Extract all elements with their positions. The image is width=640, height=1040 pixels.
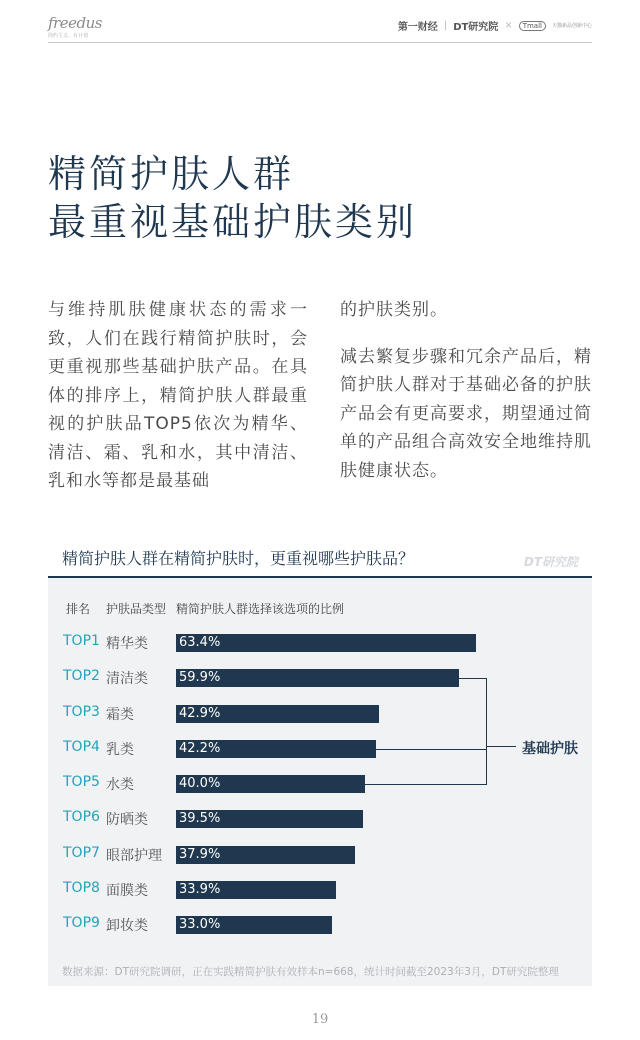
body-paragraph: 的护肤类别。	[340, 300, 448, 320]
header-divider	[48, 42, 592, 43]
body-paragraph: 与维持肌肤健康状态的需求一致，人们在践行精简护肤时，会更重视那些基础护肤产品。在具体的排序上，精简护肤人群最重视的护肤品TOP5依次为精华、清洁、霜、乳和水，其中清洁、乳和水等都是最基础	[48, 300, 308, 491]
bar	[176, 634, 476, 652]
bracket-pointer	[486, 746, 516, 747]
title-line-2: 最重视基础护肤类别	[48, 200, 418, 244]
category-label: 眼部护理	[106, 847, 162, 864]
category-label: 水类	[106, 777, 134, 793]
category-label: 乳类	[106, 741, 134, 758]
chart-brand-mark: DT研究院	[523, 555, 578, 569]
category-label: 防晒类	[106, 812, 148, 829]
title-line-1: 精简护肤人群	[48, 152, 295, 196]
separator: ×	[504, 20, 513, 31]
tmall-logo-sub: 天猫新品创新中心	[551, 23, 592, 29]
category-label: 清洁类	[106, 671, 148, 688]
rank-label: TOP2	[63, 668, 100, 685]
col-header-ratio: 精简护肤人群选择该选项的比例	[176, 602, 345, 616]
freedus-logo: freedus	[48, 14, 102, 32]
bar-value-label: 59.9%	[179, 670, 221, 686]
col-header-rank: 排名	[66, 602, 91, 616]
rank-label: TOP3	[63, 703, 100, 720]
rank-label: TOP8	[63, 879, 100, 896]
page-number: 19	[311, 1012, 329, 1027]
yicai-logo: 第一财经	[397, 22, 438, 33]
rank-label: TOP5	[63, 774, 100, 790]
page-title	[48, 150, 417, 246]
category-label: 精华类	[106, 636, 148, 652]
bracket-vertical	[486, 678, 487, 785]
bar-value-label: 42.2%	[179, 740, 221, 756]
body-text-right	[340, 296, 592, 503]
bar-value-label: 37.9%	[179, 846, 221, 862]
separator: |	[443, 20, 448, 31]
dt-logo: DT研究院	[453, 22, 499, 33]
bracket-label: 基础护肤	[522, 741, 578, 757]
bar-value-label: 42.9%	[179, 705, 221, 721]
bracket-connector	[365, 784, 486, 785]
bracket-connector	[459, 678, 486, 679]
bar-value-label: 33.9%	[179, 881, 221, 897]
rank-label: TOP7	[63, 844, 100, 861]
data-source-note: 数据来源：DT研究院调研，正在实践精简护肤有效样本n=668，统计时间截至2023年3月，DT研究院整理	[62, 966, 559, 978]
bar-value-label: 63.4%	[179, 635, 221, 650]
category-label: 卸妆类	[106, 918, 148, 934]
category-label: 面膜类	[106, 882, 148, 899]
rank-label: TOP4	[63, 738, 100, 755]
bracket-connector	[376, 749, 486, 750]
bar-value-label: 39.5%	[179, 811, 221, 827]
partner-logos	[398, 18, 592, 33]
rank-label: TOP1	[63, 633, 100, 649]
body-text-left	[48, 296, 308, 496]
rank-label: TOP9	[63, 915, 100, 931]
tmall-logo: Tmall	[519, 21, 546, 31]
category-label: 霜类	[106, 706, 134, 723]
bar-value-label: 40.0%	[179, 776, 221, 791]
chart-title: 精简护肤人群在精简护肤时，更重视哪些护肤品？	[62, 549, 415, 568]
rank-label: TOP6	[63, 809, 100, 826]
col-header-category: 护肤品类型	[106, 602, 167, 616]
bar-value-label: 33.0%	[179, 917, 221, 932]
freedus-logo-sub: 简约主义、有计划	[48, 33, 89, 39]
body-paragraph: 减去繁复步骤和冗余产品后，精简护肤人群对于基础必备的护肤产品会有更高要求，期望通过简单的产品组合高效安全地维持肌肤健康状态。	[340, 346, 592, 481]
